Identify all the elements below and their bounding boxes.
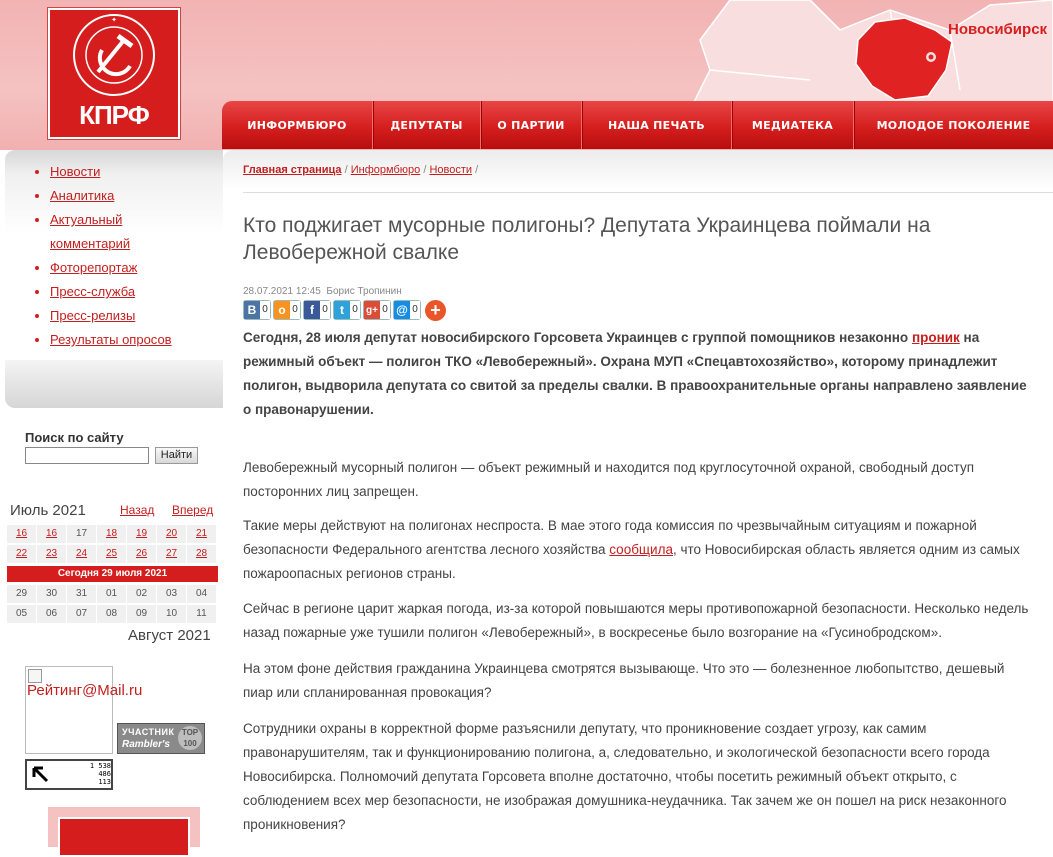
search-input[interactable] bbox=[25, 447, 149, 464]
sidebar-link-photo[interactable]: Фоторепортаж bbox=[50, 260, 138, 275]
counter-value: 113 bbox=[98, 778, 111, 786]
twitter-icon: t bbox=[334, 301, 350, 319]
nav-item-youth[interactable]: МОЛОДОЕ ПОКОЛЕНИЕ bbox=[876, 118, 1031, 132]
breadcrumb-separator: / bbox=[344, 164, 348, 176]
footer-logo-box bbox=[48, 807, 200, 847]
article-paragraph: Сейчас в регионе царит жаркая погода, из-за которой повышаются меры противопожарной безопасности. Несколько недель назад пожарные уже тушили полигон «Левобережный», в воскресенье было возгорание на «Гусинобродском». bbox=[243, 601, 1029, 640]
breadcrumb-subsection[interactable]: Новости bbox=[429, 164, 473, 176]
share-buttons bbox=[243, 300, 446, 322]
share-count: 0 bbox=[350, 301, 360, 319]
arrow-up-left-icon bbox=[29, 763, 53, 786]
lead-link[interactable]: проник bbox=[911, 330, 960, 345]
share-vk-button[interactable] bbox=[243, 300, 271, 320]
nav-item-deputies[interactable]: ДЕПУТАТЫ bbox=[373, 101, 481, 149]
share-more-button[interactable]: + bbox=[425, 300, 446, 321]
nav-item-media[interactable]: МЕДИАТЕКА bbox=[732, 101, 854, 149]
counter-value: 486 bbox=[98, 770, 111, 778]
breadcrumb bbox=[243, 164, 478, 176]
share-count: 0 bbox=[380, 301, 390, 319]
sidebar-link-press-releases[interactable]: Пресс-релизы bbox=[50, 308, 136, 323]
calendar-day: 10 bbox=[157, 605, 187, 623]
article-title: Кто поджигает мусорные полигоны? Депутата Украинцева поймали на Левобережной свалке bbox=[243, 214, 931, 264]
divider bbox=[243, 192, 1053, 193]
sidebar-link-press-service[interactable]: Пресс-служба bbox=[50, 284, 136, 299]
hammer-sickle-icon bbox=[50, 10, 178, 100]
calendar-day: 11 bbox=[187, 605, 217, 623]
calendar-day: 06 bbox=[37, 605, 67, 623]
calendar-day: 07 bbox=[67, 605, 97, 623]
calendar-day: 03 bbox=[157, 585, 187, 603]
calendar-day[interactable]: 20 bbox=[157, 525, 187, 543]
article-lead bbox=[243, 326, 1033, 422]
sidebar-link-polls[interactable]: Результаты опросов bbox=[50, 332, 172, 347]
sidebar-link-news[interactable]: Новости bbox=[50, 164, 101, 179]
nav-item-informbureau[interactable]: ИНФОРМБЮРО bbox=[222, 101, 373, 149]
share-twitter-button[interactable] bbox=[333, 300, 361, 320]
sidebar-item-analytics bbox=[50, 184, 200, 208]
sidebar-item-photo bbox=[50, 256, 200, 280]
calendar-prev-link[interactable]: Назад bbox=[120, 503, 155, 517]
counter-value: 1 538 bbox=[89, 762, 111, 770]
share-gplus-button[interactable] bbox=[363, 300, 391, 320]
sidebar-item-news bbox=[50, 160, 200, 184]
share-count: 0 bbox=[320, 301, 330, 319]
footer-logo[interactable] bbox=[58, 817, 190, 857]
calendar-day: 17 bbox=[67, 525, 97, 543]
rambler-top-label: TOP 100 bbox=[178, 726, 202, 750]
kprf-logo[interactable] bbox=[48, 8, 180, 139]
calendar-month: Июль 2021 bbox=[10, 502, 86, 519]
sidebar-link-analytics[interactable]: Аналитика bbox=[50, 188, 115, 203]
counter-values bbox=[79, 762, 111, 786]
calendar-next-month: Август 2021 bbox=[128, 627, 211, 644]
calendar-day[interactable]: 16 bbox=[37, 525, 67, 543]
calendar-day: 29 bbox=[7, 585, 37, 603]
calendar-day[interactable]: 28 bbox=[187, 545, 217, 563]
breadcrumb-home[interactable]: Главная страница bbox=[243, 164, 342, 176]
paragraph-text: Такие меры действуют на полигонах неспроста. В мае этого года комиссия по чрезвычайным ситуациям и пожарной безопасности Федерального агентства лесного хозяйства bbox=[243, 518, 977, 557]
paragraph-text: , что Новосибирская область является одним из самых пожароопасных регионов страны. bbox=[243, 542, 1020, 581]
rambler-top100-badge[interactable] bbox=[117, 723, 205, 754]
share-mail-button[interactable] bbox=[393, 300, 421, 320]
calendar-day: 05 bbox=[7, 605, 37, 623]
calendar-day[interactable]: 22 bbox=[7, 545, 37, 563]
rating-mail-badge[interactable] bbox=[25, 666, 143, 754]
calendar-today[interactable]: Сегодня 29 июля 2021 bbox=[7, 566, 218, 582]
article-paragraph bbox=[243, 514, 1038, 586]
sidebar-divider-bar bbox=[5, 360, 223, 408]
article-meta bbox=[243, 286, 402, 297]
calendar-day[interactable]: 23 bbox=[37, 545, 67, 563]
calendar-day[interactable]: 26 bbox=[127, 545, 157, 563]
calendar-day: 30 bbox=[37, 585, 67, 603]
calendar-day: 01 bbox=[97, 585, 127, 603]
article-paragraph: Левобережный мусорный полигон — объект режимный и находится под круглосуточной охраной, свободный доступ посторонних лиц запрещен. bbox=[243, 460, 975, 499]
sidebar-item-press-releases bbox=[50, 304, 200, 328]
sidebar-item-polls bbox=[50, 328, 200, 352]
logo-text: КПРФ bbox=[79, 100, 149, 130]
main-content bbox=[223, 150, 1053, 840]
article-paragraph: На этом фоне действия гражданина Украинцева смотрятся вызывающе. Что это — болезненное любопытство, дешевый пиар или спланированная провокация? bbox=[243, 661, 1005, 700]
article-paragraph: Сотрудники охраны в корректной форме разъяснили депутату, что проникновение создает угрозу, как самим правонарушителям, так и функционированию полигона, а, следовательно, и экологической безопасности всего города Новосибирска. Полномочий депутата Горсовета вполне достаточно, чтобы посетить режимный объект открыто, с соблюдением всех мер безопасности, не изображая домушника-неудачника. Так зачем же он пошел на риск незаконного проникновения? bbox=[243, 721, 1007, 832]
calendar-day: 02 bbox=[127, 585, 157, 603]
nav-item-our-press[interactable]: НАША ПЕЧАТЬ bbox=[582, 101, 732, 149]
breadcrumb-separator: / bbox=[423, 164, 427, 176]
share-ok-button[interactable] bbox=[273, 300, 301, 320]
mail-ru-icon: @ bbox=[394, 301, 410, 319]
facebook-icon: f bbox=[304, 301, 320, 319]
lead-text: Сегодня, 28 июля депутат новосибирского Горсовета Украинцев с группой помощников незаконно bbox=[243, 330, 912, 345]
breadcrumb-section[interactable]: Информбюро bbox=[350, 164, 421, 176]
calendar-next-link[interactable]: Вперед bbox=[172, 503, 214, 517]
share-count: 0 bbox=[410, 301, 420, 319]
calendar-day: 08 bbox=[97, 605, 127, 623]
breadcrumb-separator: / bbox=[475, 164, 479, 176]
region-name: Новосибирск bbox=[948, 21, 1048, 38]
calendar-day: 31 bbox=[67, 585, 97, 603]
calendar-week bbox=[7, 545, 217, 563]
calendar-day[interactable]: 24 bbox=[67, 545, 97, 563]
broken-image-icon bbox=[28, 669, 42, 683]
calendar-day[interactable]: 16 bbox=[7, 525, 37, 543]
liveinternet-counter[interactable] bbox=[25, 759, 113, 790]
calendar-week bbox=[7, 605, 217, 623]
sidebar-menu bbox=[50, 160, 200, 352]
left-sidebar bbox=[0, 150, 223, 840]
sidebar-item-press-service bbox=[50, 280, 200, 304]
article-author: Борис Тропинин bbox=[326, 286, 402, 297]
search-title: Поиск по сайту bbox=[25, 430, 124, 445]
vk-icon: В bbox=[244, 301, 260, 319]
odnoklassniki-icon: о bbox=[274, 301, 290, 319]
share-facebook-button[interactable] bbox=[303, 300, 331, 320]
lead-text: на режимный объект — полигон ТКО «Левобережный». Охрана МУП «Спецавтохозяйство», которому принадлежит полигон, выдворила депутата со свитой за пределы свалки. В правоохранительные органы направлено заявление о правонарушении. bbox=[243, 330, 1027, 417]
sidebar-item-comment bbox=[50, 208, 200, 256]
article-date: 28.07.2021 12:45 bbox=[243, 286, 321, 297]
svg-text:✦: ✦ bbox=[111, 16, 117, 24]
share-count: 0 bbox=[260, 301, 270, 319]
calendar-day[interactable]: 27 bbox=[157, 545, 187, 563]
calendar-day[interactable]: 21 bbox=[187, 525, 217, 543]
calendar-day[interactable]: 19 bbox=[127, 525, 157, 543]
calendar-day[interactable]: 18 bbox=[97, 525, 127, 543]
google-plus-icon: g+ bbox=[364, 301, 380, 319]
region-map bbox=[690, 0, 1053, 110]
sidebar-menu-box bbox=[5, 150, 223, 360]
paragraph-link[interactable]: сообщила bbox=[609, 542, 673, 557]
calendar-week bbox=[7, 525, 217, 543]
rambler-line2: Rambler's bbox=[122, 739, 170, 750]
calendar-day[interactable]: 25 bbox=[97, 545, 127, 563]
calendar-week bbox=[7, 585, 217, 603]
search-button[interactable]: Найти bbox=[155, 447, 198, 464]
sidebar-link-comment[interactable]: Актуальный комментарий bbox=[50, 212, 131, 251]
share-count: 0 bbox=[290, 301, 300, 319]
calendar-day: 09 bbox=[127, 605, 157, 623]
calendar-day: 04 bbox=[187, 585, 217, 603]
rambler-line1: УЧАСТНИК bbox=[122, 727, 175, 737]
rating-mail-alt-text: Рейтинг@Mail.ru bbox=[27, 682, 143, 699]
main-nav bbox=[222, 101, 1053, 149]
nav-item-about-party[interactable]: О ПАРТИИ bbox=[481, 101, 582, 149]
